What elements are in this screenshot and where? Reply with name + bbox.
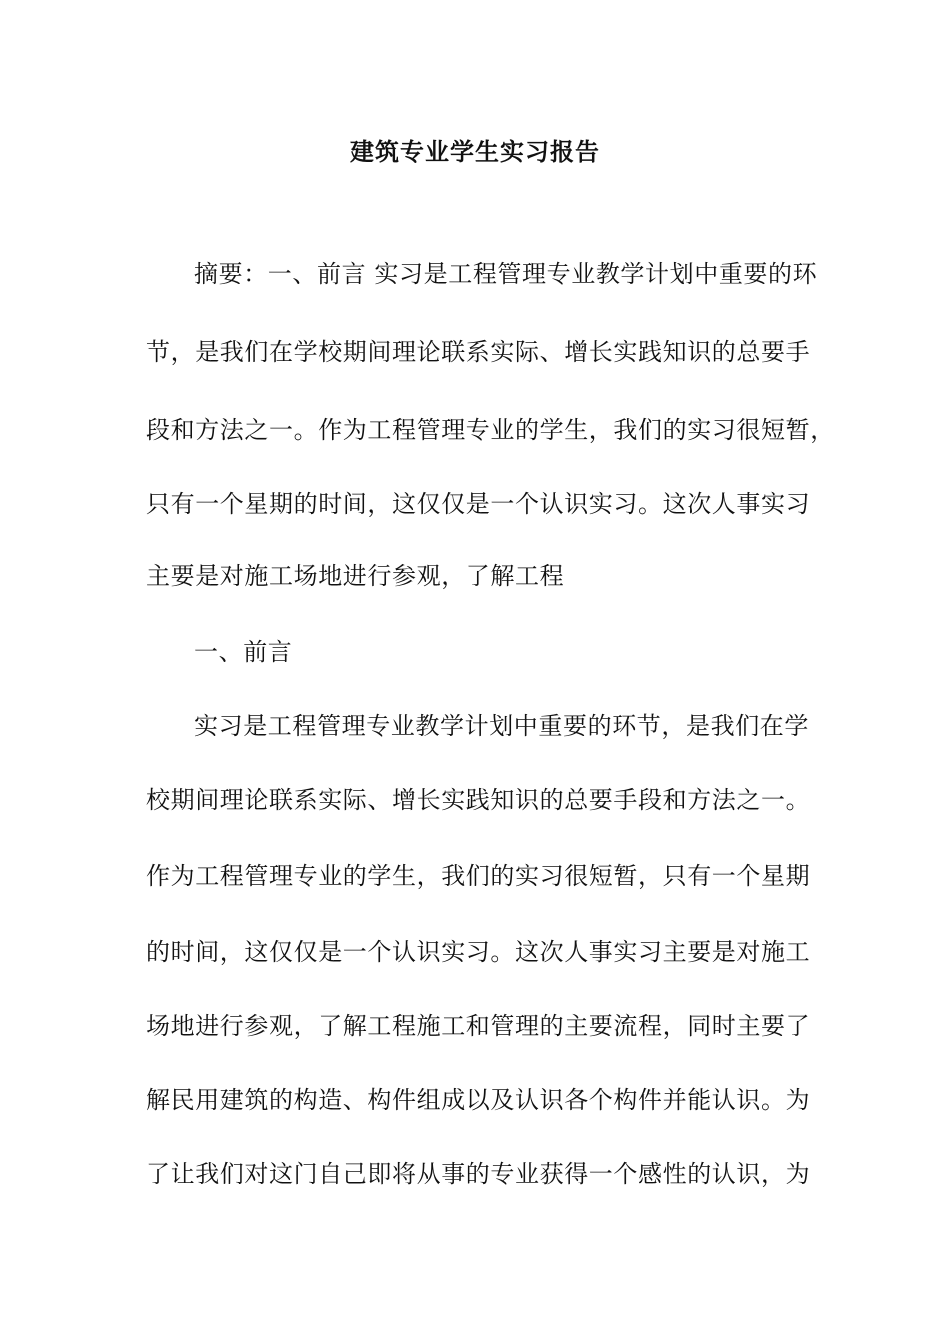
body-line: 的时间，这仅仅是一个认识实习。这次人事实习主要是对施工 <box>146 938 811 966</box>
body-line: 解民用建筑的构造、构件组成以及认识各个构件并能认识。为 <box>146 1086 811 1114</box>
body-line: 校期间理论联系实际、增长实践知识的总要手段和方法之一。 <box>146 786 811 814</box>
section-heading: 一、前言 <box>194 638 293 666</box>
body-line: 了让我们对这门自己即将从事的专业获得一个感性的认识，为 <box>146 1160 811 1188</box>
document-title: 建筑专业学生实习报告 <box>350 137 600 166</box>
abstract-line: 节，是我们在学校期间理论联系实际、增长实践知识的总要手 <box>146 338 811 366</box>
abstract-line: 段和方法之一。作为工程管理专业的学生，我们的实习很短暂， <box>146 416 835 444</box>
abstract-line: 摘要：一、前言 实习是工程管理专业教学计划中重要的环 <box>194 260 818 288</box>
abstract-line: 只有一个星期的时间，这仅仅是一个认识实习。这次人事实习 <box>146 490 811 518</box>
abstract-line: 主要是对施工场地进行参观，了解工程 <box>146 562 565 590</box>
body-line: 实习是工程管理专业教学计划中重要的环节，是我们在学 <box>194 712 809 740</box>
body-line: 场地进行参观，了解工程施工和管理的主要流程，同时主要了 <box>146 1012 811 1040</box>
body-line: 作为工程管理专业的学生，我们的实习很短暂，只有一个星期 <box>146 862 811 890</box>
